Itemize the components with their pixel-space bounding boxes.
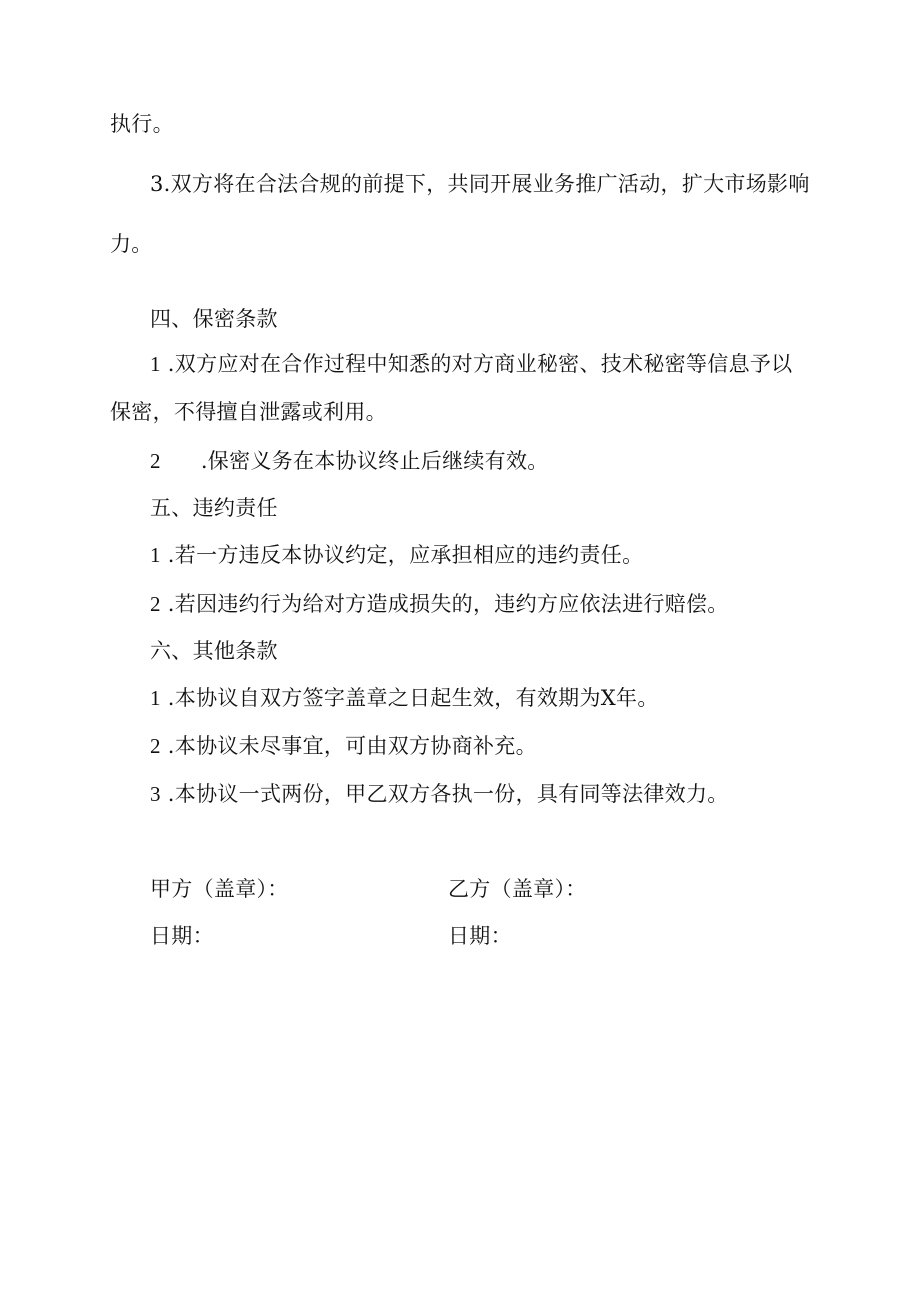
party-a-date-label: 日期： — [150, 924, 214, 948]
other-item-3 — [150, 780, 729, 808]
item-text: .本协议一式两份，甲乙双方各执一份，具有同等法律效力。 — [167, 782, 729, 806]
section-heading-breach: 五、违约责任 — [150, 496, 278, 520]
item-text: .保密义务在本协议终止后继续有效。 — [200, 449, 549, 473]
other-item-1 — [150, 684, 659, 712]
other-item-2 — [150, 732, 537, 760]
item-number: 2 — [150, 449, 161, 473]
section-heading-confidentiality: 四、保密条款 — [150, 307, 278, 331]
item-number: 3 — [150, 782, 161, 806]
item-text: .本协议自双方签字盖章之日起生效，有效期为X年。 — [167, 686, 659, 710]
section-heading-other: 六、其他条款 — [150, 639, 278, 663]
item-number: 2 — [150, 734, 161, 758]
item-number: 1 — [150, 543, 161, 567]
confidentiality-item-1 — [150, 350, 792, 378]
breach-item-2 — [150, 590, 729, 618]
item-number: 1 — [150, 686, 161, 710]
item-text: .若一方违反本协议约定，应承担相应的违约责任。 — [167, 543, 644, 567]
item-text: .若因违约行为给对方造成损失的，违约方应依法进行赔偿。 — [167, 592, 729, 616]
party-b-date-label: 日期： — [448, 924, 512, 948]
paragraph-continuation: 执行。 — [110, 112, 174, 136]
clause-item-3: 3.双方将在合法合规的前提下，共同开展业务推广活动，扩大市场影响 — [150, 172, 810, 196]
confidentiality-item-1-continuation: 保密，不得擅自泄露或利用。 — [110, 400, 387, 424]
clause-item-3-continuation: 力。 — [110, 232, 153, 256]
party-b-seal-label: 乙方（盖章）： — [448, 877, 587, 901]
confidentiality-item-2 — [150, 447, 549, 475]
breach-item-1 — [150, 541, 643, 569]
item-number: 1 — [150, 352, 161, 376]
item-text: .本协议未尽事宜，可由双方协商补充。 — [167, 734, 537, 758]
item-number: 2 — [150, 592, 161, 616]
item-text: .双方应对在合作过程中知悉的对方商业秘密、技术秘密等信息予以 — [167, 352, 793, 376]
party-a-seal-label: 甲方（盖章）： — [150, 877, 289, 901]
